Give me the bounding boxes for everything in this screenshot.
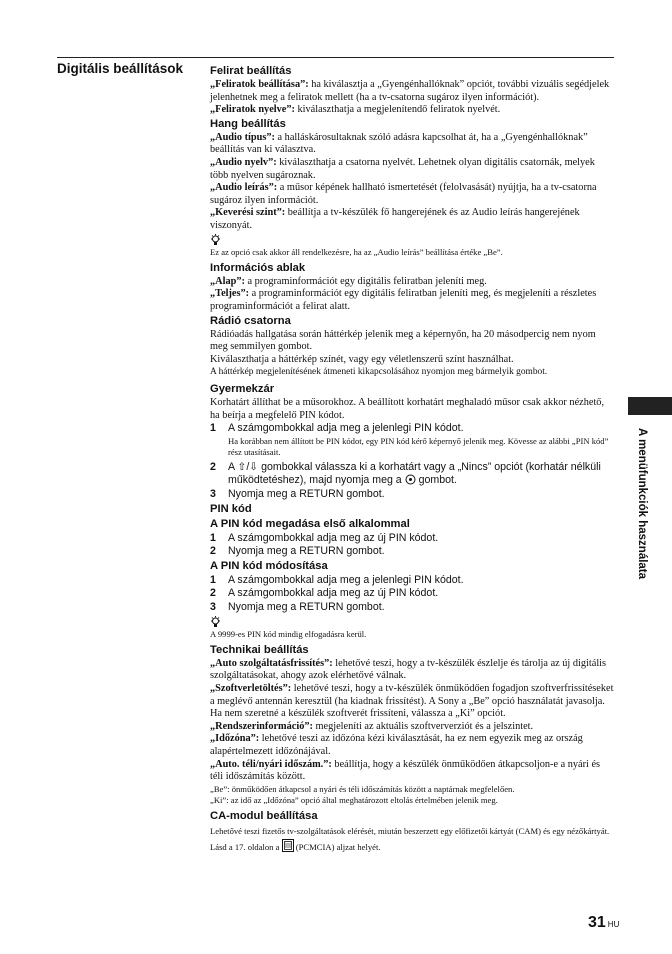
tech-note-1: „Be”: önműködően átkapcsol a nyári és téli időszámítás között a naptárnak megfelelően. [210, 783, 515, 794]
info-p1: „Alap”: a programinformációt egy digitális feliratban jeleníti meg. [210, 275, 487, 287]
lightbulb-tip-icon [210, 616, 221, 629]
pin-change-step-2: 2 A számgombokkal adja meg az új PIN kódot. [210, 587, 439, 600]
up-down-arrows-icon: ⇧/⇩ [237, 460, 259, 473]
hang-p3: „Audio leírás”: a műsor képének hallható ismertetését (felolvasását) nyújtja, ha a tv-csatorna sugároz ilyen információt. [210, 182, 597, 206]
section-title: Digitális beállítások [57, 61, 184, 76]
pin-note: A 9999-es PIN kód mindig elfogadásra kerül. [210, 628, 367, 639]
side-tab-marker [628, 397, 672, 415]
pin-first-step-2: 2 Nyomja meg a RETURN gombot. [210, 545, 385, 558]
ok-button-icon [405, 474, 416, 485]
radio-title: Rádió csatorna [210, 314, 291, 327]
tech-p1: „Auto szolgáltatásfrissítés”: lehetővé teszi, hogy a tv-készülék észlelje és tárolja az új digitális szolgáltatásokat, ahogy azok elérhetővé válnak. [210, 657, 607, 682]
pin-sub1: A PIN kód megadása első alkalommal [210, 517, 410, 530]
ca-title: CA-modul beállítása [210, 810, 318, 823]
info-p2: „Teljes”: a programinformációt egy digitális feliratban jeleníti meg, és megjeleníti a részletes programinformációt a felirat alatt. [210, 288, 597, 313]
pin-first-step-1: 1 A számgombokkal adja meg az új PIN kódot. [210, 531, 439, 544]
tech-title: Technikai beállítás [210, 643, 309, 656]
lightbulb-tip-icon [210, 234, 221, 247]
side-label: A menüfunkciók használata [636, 428, 648, 580]
tech-p2: „Szoftverletöltés”: lehetővé teszi, hogy a tv-készülék önműködően fogadjon szoftverfrissítéseket a meglévő antennán keresztül (ha kiadnak frissítést). A Sony a „Be” opció használatát javasolja. Ha nem szeretné a készülék szoftverét frissíteni, válassza a „Ki” opciót. [210, 683, 614, 720]
info-title: Információs ablak [210, 261, 306, 274]
pin-change-step-3: 3 Nyomja meg a RETURN gombot. [210, 600, 385, 613]
gyermekzar-step-1: 1 A számgombokkal adja meg a jelenlegi PIN kódot. Ha korábban nem állított be PIN kódot, egy PIN kód kérő képernyő jelenik meg. Kövesse az alábbi „PIN kód” rész utasításait. [210, 422, 609, 457]
tech-p3: „Rendszerinformáció”: megjeleníti az aktuális szoftververziót és a jelszintet. [210, 720, 534, 732]
gyermekzar-step-2: 2 A ⇧/⇩ gombokkal válassza ki a korhatárt vagy a „Nincs” opciót (korhatár nélküli működtetéshez), majd nyomja meg a gombot. [210, 460, 601, 487]
gyermekzar-step-3: 3 Nyomja meg a RETURN gombot. [210, 487, 385, 500]
felirat-p2: „Feliratok nyelve”: kiválaszthatja a megjelenítendő feliratok nyelvét. [210, 104, 501, 116]
pin-sub2: A PIN kód módosítása [210, 559, 328, 572]
tech-p4: „Időzóna”: lehetővé teszi az időzóna kézi kiválasztását, ha ez nem egyezik meg az ország alapértelmezett időzónájával. [210, 733, 583, 757]
hang-p4: „Keverési szint”: beállítja a tv-készülék fő hangerejének és az Audio leírás hangerejének viszonyát. [210, 207, 580, 231]
ca-p1: Lehetővé teszi fizetős tv-szolgáltatások elérését, miután beszerzett egy előfizetői kártyát (CAM) és egy nézőkártyát. Lásd a 17. oldalon a (PCMCIA) aljzat helyét. [210, 826, 610, 853]
top-rule [57, 57, 614, 58]
gyermekzar-p1: Korhatárt állíthat be a műsorokhoz. A beállított korhatárt meghaladó műsor csak akkor nézhető, ha beírja a megfelelő PIN kódot. [210, 396, 605, 421]
radio-p2: Kiválaszthatja a háttérkép színét, vagy egy véletlenszerű színt használhat. [210, 353, 514, 365]
tech-note-2: „Ki”: az idő az „Időzóna” opció által meghatározott eltolás értelmében jelenik meg. [210, 795, 498, 806]
pcmcia-slot-icon [282, 839, 294, 852]
felirat-p1: „Feliratok beállítása”: ha kiválasztja a „Gyengénhallóknak” opciót, további vizuális segédjelek jelenhetnek meg a feliratok mellett (ha a tv-csatorna sugároz ilyen információt). [210, 79, 610, 103]
hang-p1: „Audio típus”: a halláskárosultaknak szóló adásra kapcsolhat át, ha a „Gyengénhallóknak” beállítás van ki választva. [210, 131, 588, 156]
felirat-title: Felirat beállítás [210, 65, 292, 77]
gyermekzar-title: Gyermekzár [210, 382, 275, 395]
page-number: 31 HU [588, 914, 620, 931]
tech-p5: „Auto. téli/nyári időszám.”: beállítja, hogy a készülék önműködően átkapcsoljon-e a nyári és téli időszámítás között. [210, 758, 601, 783]
hang-note: Ez az opció csak akkor áll rendelkezésre, ha az „Audio leírás” beállítása értéke „Be”. [210, 246, 503, 257]
hang-p2: „Audio nyelv”: kiválaszthatja a csatorna nyelvét. Lehetnek olyan digitális csatornák, melyek több nyelven sugároznak. [210, 156, 595, 181]
radio-p3: A háttérkép megjelenítésének átmeneti kikapcsolásához nyomjon meg bármelyik gombot. [210, 367, 548, 378]
pin-change-step-1: 1 A számgombokkal adja meg a jelenlegi PIN kódot. [210, 573, 464, 586]
radio-p1: Rádióadás hallgatása során háttérkép jelenik meg a képernyőn, ha 20 másodpercig nem nyom meg semmilyen gombot. [210, 328, 596, 353]
content-column [210, 64, 614, 855]
hang-title: Hang beállítás [210, 117, 286, 130]
pin-title: PIN kód [210, 502, 252, 515]
